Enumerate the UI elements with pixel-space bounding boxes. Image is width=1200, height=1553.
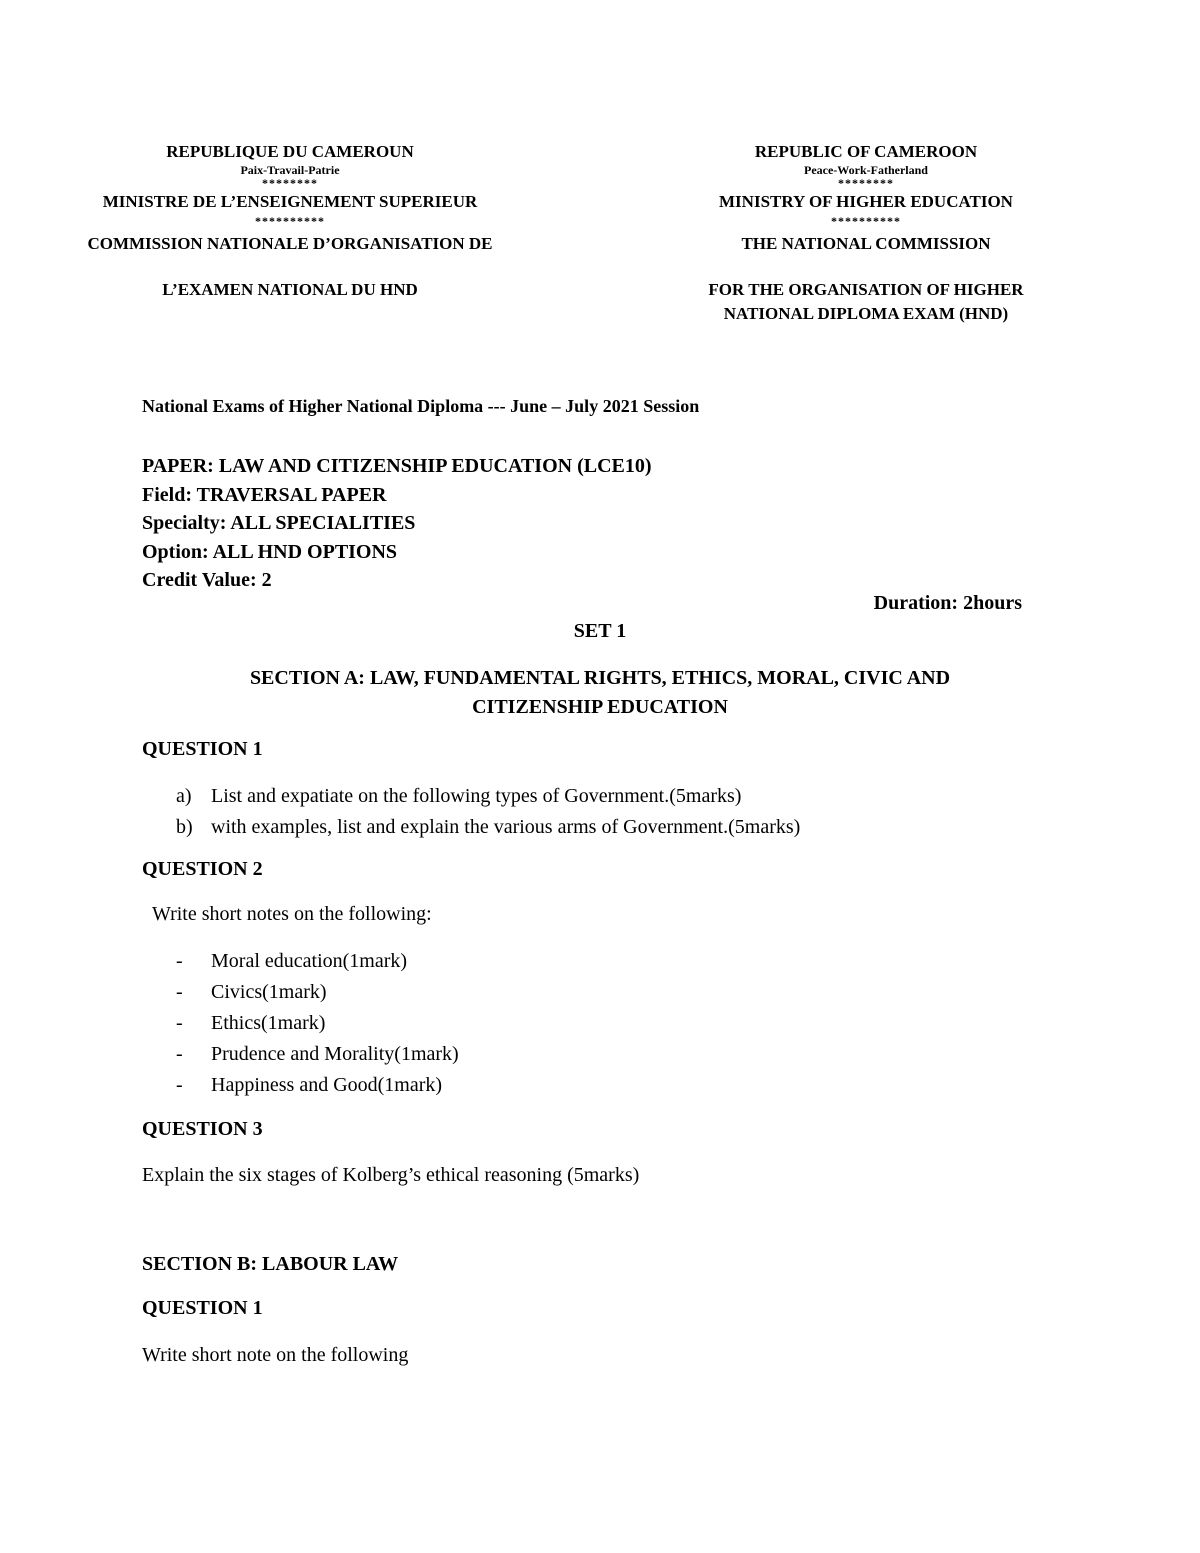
list-item-text: Civics(1mark) (211, 981, 327, 1003)
question-heading: QUESTION 3 (142, 1118, 263, 1140)
country-fr: REPUBLIQUE DU CAMEROUN (166, 142, 414, 161)
list-item (176, 1039, 1076, 1070)
ministry-fr: MINISTRE DE L’ENSEIGNEMENT SUPERIEUR (102, 192, 478, 211)
country-en: REPUBLIC OF CAMEROON (754, 142, 978, 161)
header-right (606, 140, 1126, 326)
list-marker: - (176, 1012, 183, 1034)
list-item (176, 977, 1076, 1008)
question-heading: QUESTION 1 (142, 738, 263, 760)
paper-option: Option: ALL HND OPTIONS (142, 540, 398, 563)
list-item-text: Ethics(1mark) (211, 1012, 326, 1034)
paper-specialty: Specialty: ALL SPECIALITIES (142, 512, 416, 534)
list-item (176, 946, 1076, 977)
ministry-en: MINISTRY OF HIGHER EDUCATION (719, 192, 1013, 211)
list-marker: - (176, 981, 183, 1003)
question-heading: QUESTION 1 (142, 1297, 263, 1319)
list-item-text: List and expatiate on the following types of Government.(5marks) (211, 785, 742, 807)
paper-credit: Credit Value: 2 (142, 569, 272, 591)
motto-fr: Paix-Travail-Patrie (240, 163, 340, 177)
commission-en-line1: THE NATIONAL COMMISSION (741, 234, 991, 253)
question-2-list (176, 946, 1076, 1101)
list-marker: a) (176, 785, 192, 807)
list-item-text: Happiness and Good(1mark) (211, 1074, 443, 1096)
paper-field: Field: TRAVERSAL PAPER (142, 483, 387, 506)
list-item-text: Prudence and Morality(1mark) (211, 1043, 459, 1065)
section-b-title: SECTION B: LABOUR LAW (142, 1253, 399, 1275)
stars-divider: ******** (838, 176, 894, 190)
commission-en-line2: FOR THE ORGANISATION OF HIGHER (708, 280, 1024, 299)
duration: Duration: 2hours (873, 592, 1022, 614)
section-a-title-line1: SECTION A: LAW, FUNDAMENTAL RIGHTS, ETHICS, MORAL, CIVIC AND (249, 667, 951, 689)
commission-fr-line1: COMMISSION NATIONALE D’ORGANISATION DE (87, 234, 493, 253)
list-marker: - (176, 950, 183, 972)
list-marker: - (176, 1043, 183, 1065)
stars-divider: ********** (255, 214, 325, 228)
stars-divider: ******** (262, 176, 318, 190)
header-left (30, 140, 550, 302)
question-heading: QUESTION 2 (142, 858, 263, 880)
list-item (176, 781, 1076, 812)
list-item (176, 812, 1076, 843)
list-marker: - (176, 1074, 183, 1096)
paper-title: PAPER: LAW AND CITIZENSHIP EDUCATION (LCE10) (142, 455, 652, 477)
list-item (176, 1070, 1076, 1101)
commission-fr-line2: L’EXAMEN NATIONAL DU HND (162, 280, 418, 299)
list-marker: b) (176, 816, 193, 838)
section-b-question-1-text: Write short note on the following (142, 1344, 409, 1366)
session-line: National Exams of Higher National Diploma --- June – July 2021 Session (142, 396, 700, 416)
list-item-text: Moral education(1mark) (211, 950, 408, 972)
section-a-title (150, 664, 1050, 722)
stars-divider: ********** (831, 214, 901, 228)
list-item (176, 1008, 1076, 1039)
question-1-list (176, 781, 1076, 843)
set-title: SET 1 (573, 620, 627, 642)
paper-info (142, 452, 652, 595)
commission-en-line3: NATIONAL DIPLOMA EXAM (HND) (723, 304, 1009, 323)
question-2-intro: Write short notes on the following: (152, 903, 432, 925)
question-3-text: Explain the six stages of Kolberg’s ethical reasoning (5marks) (142, 1164, 640, 1186)
list-item-text: with examples, list and explain the various arms of Government.(5marks) (211, 816, 801, 838)
section-a-title-line2: CITIZENSHIP EDUCATION (472, 696, 728, 718)
motto-en: Peace-Work-Fatherland (804, 163, 928, 177)
